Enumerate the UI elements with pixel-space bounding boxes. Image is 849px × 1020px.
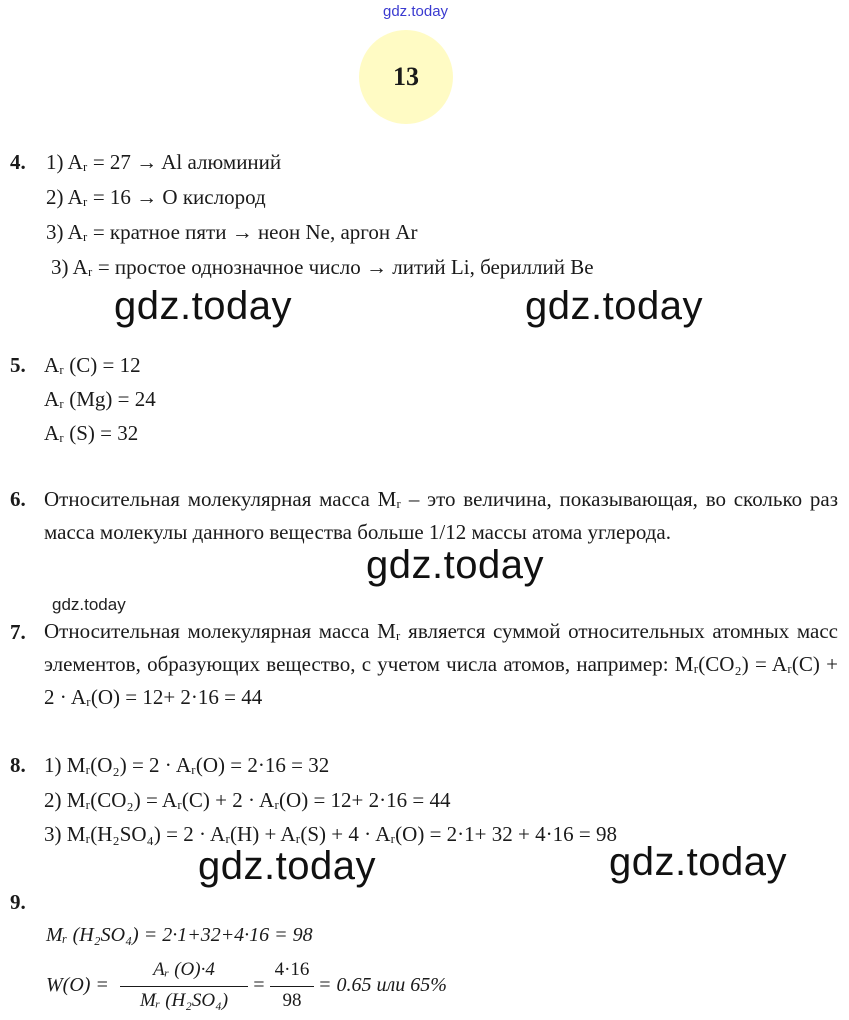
task-5-line-3: Aᵣ (S) = 32	[44, 421, 139, 445]
task-7-number: 7.	[10, 620, 26, 644]
watermark-5: gdz.today	[609, 840, 787, 884]
task-9-frac2-numerator: 4·16	[274, 959, 310, 980]
watermark-1: gdz.today	[114, 284, 292, 328]
task-9-formula-mr: Mᵣ (H₂SO₄) = 2·1+32+4·16 = 98	[46, 924, 313, 946]
task-5-line-1: Aᵣ (C) = 12	[44, 353, 141, 377]
task-6-text: Относительная молекулярная масса Mᵣ – это величина, показывающая, во сколько раз масса молекулы данного вещества больше 1/12 массы атома углерода.	[44, 487, 838, 544]
page-number: 13	[393, 62, 419, 91]
task-9-frac2-bar	[270, 986, 314, 987]
watermark-small: gdz.today	[52, 595, 126, 614]
task-9-frac2-denominator: 98	[282, 990, 302, 1011]
task-9-frac1-denominator: Mᵣ (H₂SO₄)	[139, 990, 229, 1011]
task-9-w-lhs: W(O) =	[46, 974, 109, 996]
watermark-top: gdz.today	[383, 3, 449, 20]
task-8-line-2: 2) Mᵣ(CO₂) = Aᵣ(C) + 2 · Aᵣ(O) = 12+ 2·16 = 44	[44, 788, 451, 812]
task-8-line-1: 1) Mᵣ(O₂) = 2 · Aᵣ(O) = 2·16 = 32	[44, 753, 330, 777]
task-9-frac1-bar	[120, 986, 248, 987]
task-6-number: 6.	[10, 487, 26, 511]
task-7-text: Относительная молекулярная масса Mᵣ является суммой относительных атомных масс элементов, образующих вещество, с учетом числа атомов, например: Mᵣ(CO₂) = Aᵣ(C) + 2 · Aᵣ(O) = 12+ 2·16 = 44	[44, 619, 838, 709]
task-5-number: 5.	[10, 353, 26, 377]
task-4-line-1: 1) Aᵣ = 27 → Al алюминий	[46, 150, 282, 174]
task-4-line-3: 3) Aᵣ = кратное пяти → неон Ne, аргон Ar	[46, 220, 418, 244]
task-9-frac1-numerator: Aᵣ (O)·4	[153, 959, 215, 980]
watermark-4: gdz.today	[198, 844, 376, 888]
task-4-line-4: 3) Aᵣ = простое однозначное число → литий Li, бериллий Be	[51, 255, 594, 279]
task-4-number: 4.	[10, 150, 26, 174]
task-5-line-2: Aᵣ (Mg) = 24	[44, 387, 156, 411]
watermark-3: gdz.today	[366, 543, 544, 587]
task-4-line-2: 2) Aᵣ = 16 → O кислород	[46, 185, 266, 209]
task-9-equals: =	[252, 974, 266, 996]
task-9-result: = 0.65 или 65%	[318, 974, 447, 996]
task-9-number: 9.	[10, 890, 26, 914]
watermark-2: gdz.today	[525, 284, 703, 328]
task-8-number: 8.	[10, 753, 26, 777]
task-8-line-3: 3) Mᵣ(H₂SO₄) = 2 · Aᵣ(H) + Aᵣ(S) + 4 · Aᵣ(O) = 2·1+ 32 + 4·16 = 98	[44, 822, 617, 846]
